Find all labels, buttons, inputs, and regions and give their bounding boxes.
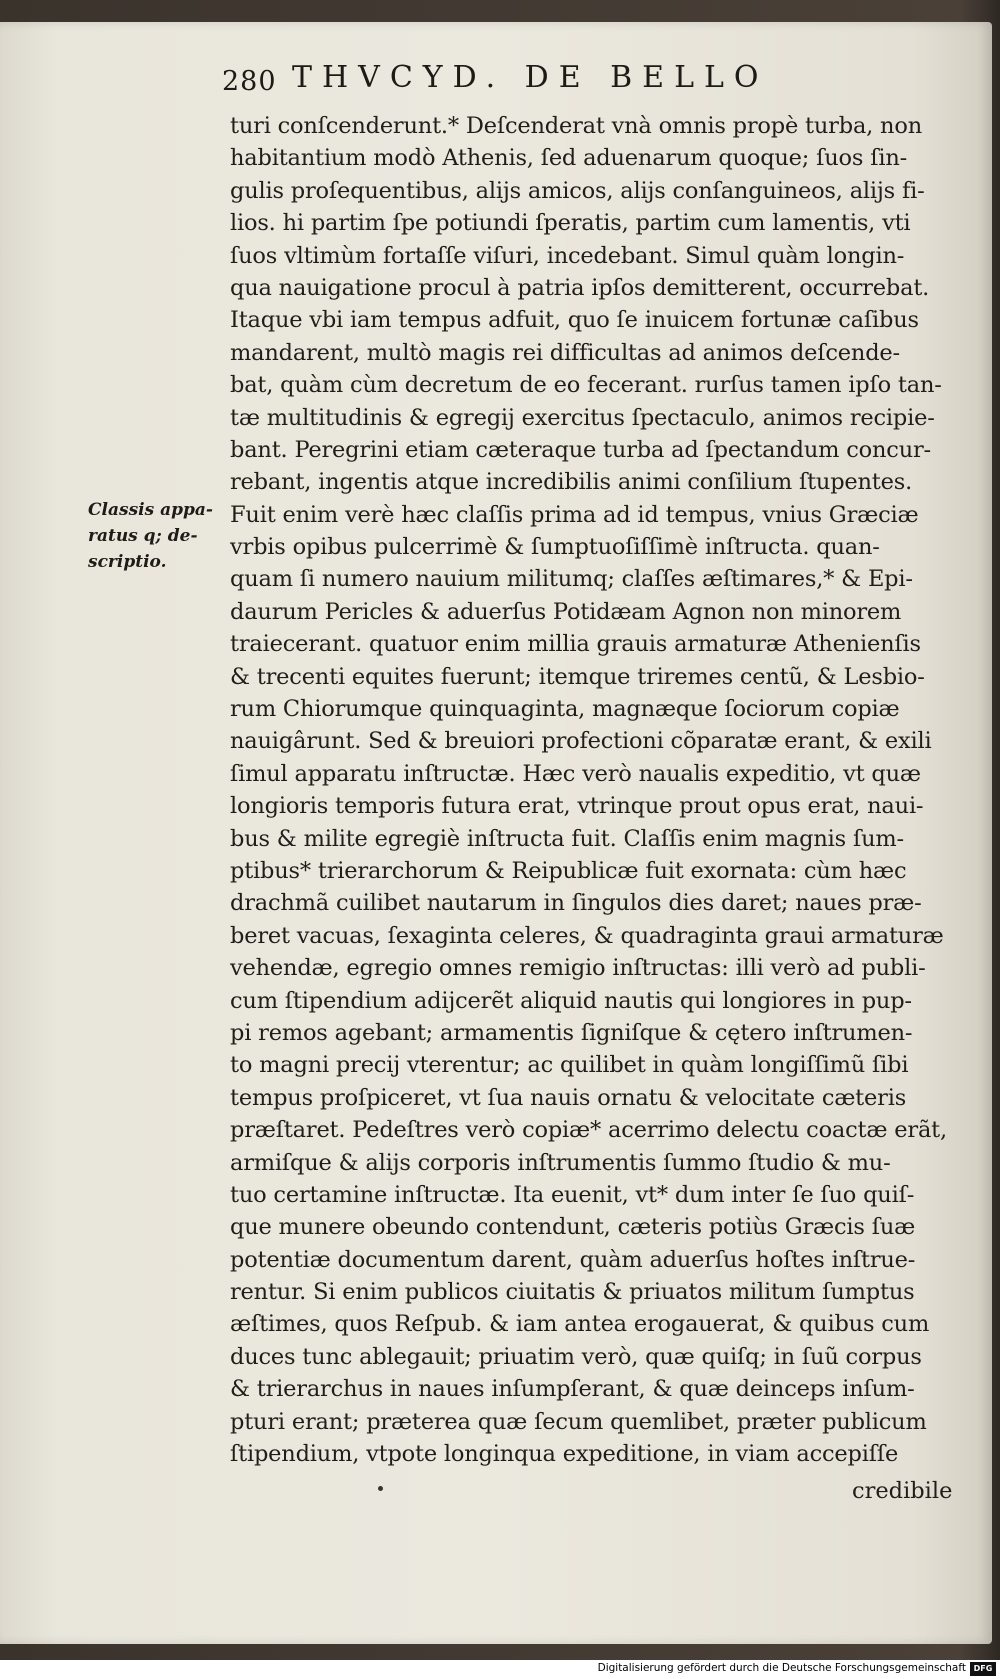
text-line: rebant, ingentis atque incredibilis animi conſilium ſtupentes. xyxy=(230,469,913,496)
text-line: rum Chiorumque quinquaginta, magnæque ſociorum copiæ xyxy=(230,696,900,723)
text-line: tuo certamine inſtructæ. Ita euenit, vt* dum inter ſe ſuo quiſ- xyxy=(230,1181,915,1208)
dfg-logo-icon: DFG xyxy=(970,1662,996,1676)
page-number: 280 xyxy=(222,66,277,97)
text-line: bant. Peregrini etiam cæteraque turba ad ſpectandum concur- xyxy=(230,436,931,463)
text-line: beret vacuas, ſexaginta celeres, & quadraginta graui armaturæ xyxy=(230,922,944,949)
marginal-note-line: scriptio. xyxy=(88,552,167,572)
text-line: longioris temporis futura erat, vtrinque prout opus erat, naui- xyxy=(230,793,924,820)
text-line: æſtimes, quos Reſpub. & iam antea erogauerat, & quibus cum xyxy=(230,1311,930,1338)
marginal-note-line: ratus q; de- xyxy=(88,526,198,546)
text-line: ſuos vltimùm fortaſſe viſuri, incedebant. Simul quàm longin- xyxy=(230,242,905,269)
text-line: vehendæ, egregio omnes remigio inſtructas: illi verò ad publi- xyxy=(230,955,926,982)
text-line: tæ multitudinis & egregij exercitus ſpectaculo, animos recipie- xyxy=(230,404,935,431)
text-line: daurum Pericles & aduerſus Potidæam Agnon non minorem xyxy=(230,598,902,625)
text-line: armiſque & alijs corporis inſtrumentis ſummo ſtudio & mu- xyxy=(230,1149,891,1176)
text-line: pturi erant; præterea quæ ſecum quemlibet, præter publicum xyxy=(230,1408,927,1435)
running-head xyxy=(222,60,862,104)
text-line: to magni precij vterentur; ac quilibet in quàm longiſſimũ ſibi xyxy=(230,1052,909,1079)
text-line: cum ſtipendium adijcerẽt aliquid nautis qui longiores in pup- xyxy=(230,987,912,1014)
text-line: bus & milite egregiè inſtructa fuit. Claſſis enim magnis ſum- xyxy=(230,825,904,852)
text-line: bat, quàm cùm decretum de eo fecerant. rurſus tamen ipſo tan- xyxy=(230,372,942,399)
text-line: turi conſcenderunt.* Deſcenderat vnà omnis propè turba, non xyxy=(230,113,922,139)
ink-dot xyxy=(378,1486,383,1491)
text-line: pi remos agebant; armamentis ſigniſque & cętero inſtrumen- xyxy=(230,1019,913,1046)
text-line: qua nauigatione procul à patria ipſos demitterent, occurrebat. xyxy=(230,274,930,301)
text-line: traiecerant. quatuor enim millia grauis armaturæ Athenienſis xyxy=(230,631,921,658)
text-line: potentiæ documentum darent, quàm aduerſus hoſtes inſtrue- xyxy=(230,1246,916,1273)
text-line: ſtipendium, vtpote longinqua expeditione, in viam accepiſſe xyxy=(230,1441,899,1468)
marginal-note xyxy=(88,497,212,575)
text-line: quam ſi numero nauium militumq; claſſes æſtimares,* & Epi- xyxy=(230,566,913,593)
text-line: nauigârunt. Sed & breuiori profectioni cõparatæ erant, & exili xyxy=(230,728,932,755)
text-line: ptibus* trierarchorum & Reipublicæ fuit exornata: cùm hæc xyxy=(230,857,907,884)
text-line: habitantium modò Athenis, ſed aduenarum quoque; ſuos ſin- xyxy=(230,145,908,172)
text-line: Fuit enim verè hæc claſſis prima ad id tempus, vnius Græciæ xyxy=(230,501,919,528)
text-line: Itaque vbi iam tempus adfuit, quo ſe inuicem fortunæ caſibus xyxy=(230,307,919,334)
text-line: que munere obeundo contendunt, cæteris potiùs Græcis ſuæ xyxy=(230,1214,916,1241)
text-line: vrbis opibus pulcerrimè & ſumptuoſiſſimè inſtructa. quan- xyxy=(230,534,880,561)
text-line: drachmã cuilibet nautarum in ſingulos dies daret; naues præ- xyxy=(230,890,922,917)
text-line: & trierarchus in naues inſumpſerant, & quæ deinceps inſum- xyxy=(230,1376,915,1403)
text-line: lios. hi partim ſpe potiundi ſperatis, partim cum lamentis, vti xyxy=(230,210,911,237)
digitization-footer xyxy=(0,1660,1000,1679)
catchword: credibile xyxy=(852,1478,953,1504)
text-line: mandarent, multò magis rei difficultas ad animos deſcende- xyxy=(230,339,900,366)
body-text xyxy=(230,110,960,1470)
text-line: rentur. Si enim publicos ciuitatis & priuatos militum ſumptus xyxy=(230,1279,915,1306)
funding-credit: Digitalisierung gefördert durch die Deutsche Forschungsgemeinschaft xyxy=(597,1662,966,1674)
text-line: & trecenti equites fuerunt; itemque triremes centũ, & Lesbio- xyxy=(230,663,925,690)
text-line: tempus proſpiceret, vt ſua nauis ornatu & velocitate cæteris xyxy=(230,1084,907,1111)
running-title: THVCYD. DE BELLO xyxy=(292,60,769,95)
text-line: gulis proſequentibus, alijs amicos, alijs conſanguineos, alijs fi- xyxy=(230,177,925,204)
text-line: duces tunc ablegauit; priuatim verò, quæ quiſq; in ſuũ corpus xyxy=(230,1343,922,1370)
text-line: ſimul apparatu inſtructæ. Hæc verò naualis expeditio, vt quæ xyxy=(230,760,921,787)
text-line: præſtaret. Pedeſtres verò copiæ* acerrimo delectu coactæ erãt, xyxy=(230,1117,947,1144)
marginal-note-line: Classis appa- xyxy=(88,500,213,520)
